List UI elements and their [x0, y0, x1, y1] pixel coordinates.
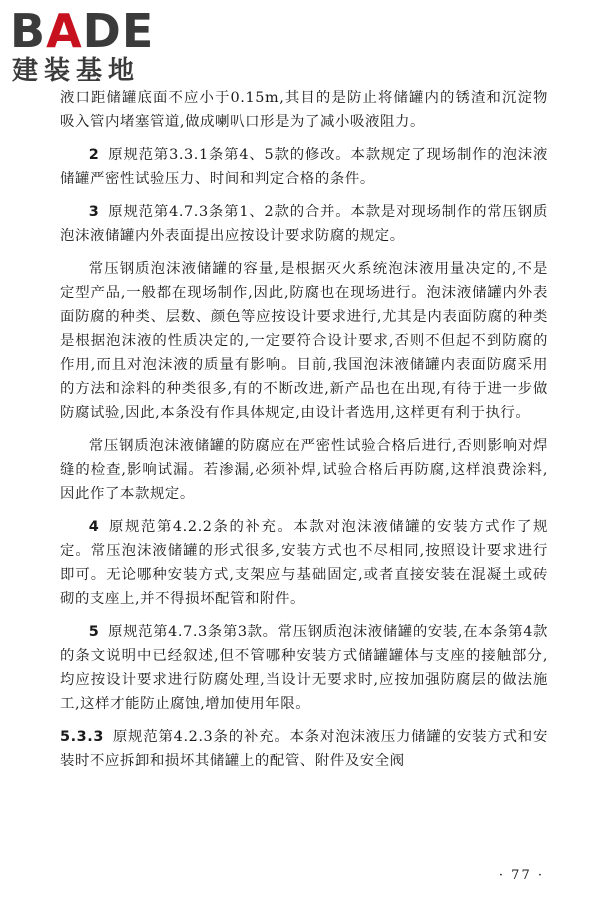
paragraph-text: 原规范第4.7.3条第1、2款的合并。本款是对现场制作的常压钢质泡沫液储罐内外表面提出应按设计要求防腐的规定。	[60, 204, 548, 244]
paragraph	[60, 86, 548, 134]
page-number: · 77 ·	[498, 868, 544, 883]
clause-number: 4	[88, 519, 100, 535]
paragraph	[60, 725, 548, 773]
logo	[6, 4, 176, 84]
paragraph	[60, 257, 548, 425]
clause-number: 2	[88, 147, 100, 163]
paragraph	[60, 434, 548, 506]
clause-number: 5.3.3	[60, 729, 104, 745]
paragraph-text: 原规范第3.3.1条第4、5款的修改。本款规定了现场制作的泡沫液储罐严密性试验压力、时间和判定合格的条件。	[60, 147, 548, 187]
paragraph	[60, 200, 548, 248]
document-body	[60, 86, 548, 782]
logo-subtitle: 建装基地	[12, 56, 141, 86]
paragraph-text: 原规范第4.7.3条第3款。常压钢质泡沫液储罐的安装,在本条第4款的条文说明中已经叙述,但不管哪种安装方式储罐罐体与支座的接触部分,均应按设计要求进行防腐处理,当设计无要求时,应按加强防腐层的做法施工,这样才能防止腐蚀,增加使用年限。	[60, 624, 548, 712]
paragraph	[60, 620, 548, 716]
clause-number: 5	[88, 624, 100, 640]
paragraph-text: 原规范第4.2.2条的补充。本款对泡沫液储罐的安装方式作了规定。常压泡沫液储罐的形式很多,安装方式也不尽相同,按照设计要求进行即可。无论哪种安装方式,支架应与基础固定,或者直接安装在混凝土或砖砌的支座上,并不得损坏配管和附件。	[60, 519, 548, 607]
paragraph-text: 常压钢质泡沫液储罐的防腐应在严密性试验合格后进行,否则影响对焊缝的检查,影响试漏。若渗漏,必须补焊,试验合格后再防腐,这样浪费涂料,因此作了本款规定。	[60, 438, 548, 502]
paragraph	[60, 143, 548, 191]
logo-wordmark: BADE	[10, 4, 155, 58]
logo-accent-letter: A	[46, 4, 83, 58]
clause-number: 3	[88, 204, 100, 220]
paragraph	[60, 515, 548, 611]
paragraph-text: 原规范第4.2.3条的补充。本条对泡沫液压力储罐的安装方式和安装时不应拆卸和损坏其储罐上的配管、附件及安全阀	[60, 729, 548, 769]
paragraph-text: 液口距储罐底面不应小于0.15m,其目的是防止将储罐内的锈渣和沉淀物吸入管内堵塞管道,做成喇叭口形是为了减小吸液阻力。	[60, 90, 548, 130]
paragraph-text: 常压钢质泡沫液储罐的容量,是根据灭火系统泡沫液用量决定的,不是定型产品,一般都在现场制作,因此,防腐也在现场进行。泡沫液储罐内外表面防腐的种类、层数、颜色等应按设计要求进行,尤其是内表面防腐的种类是根据泡沫液的性质决定的,一定要符合设计要求,否则不但起不到防腐的作用,而且对泡沫液的质量有影响。目前,我国泡沫液储罐内表面防腐采用的方法和涂料的种类很多,有的不断改进,新产品也在出现,有待于进一步做防腐试验,因此,本条没有作具体规定,由设计者选用,这样更有利于执行。	[60, 261, 548, 421]
